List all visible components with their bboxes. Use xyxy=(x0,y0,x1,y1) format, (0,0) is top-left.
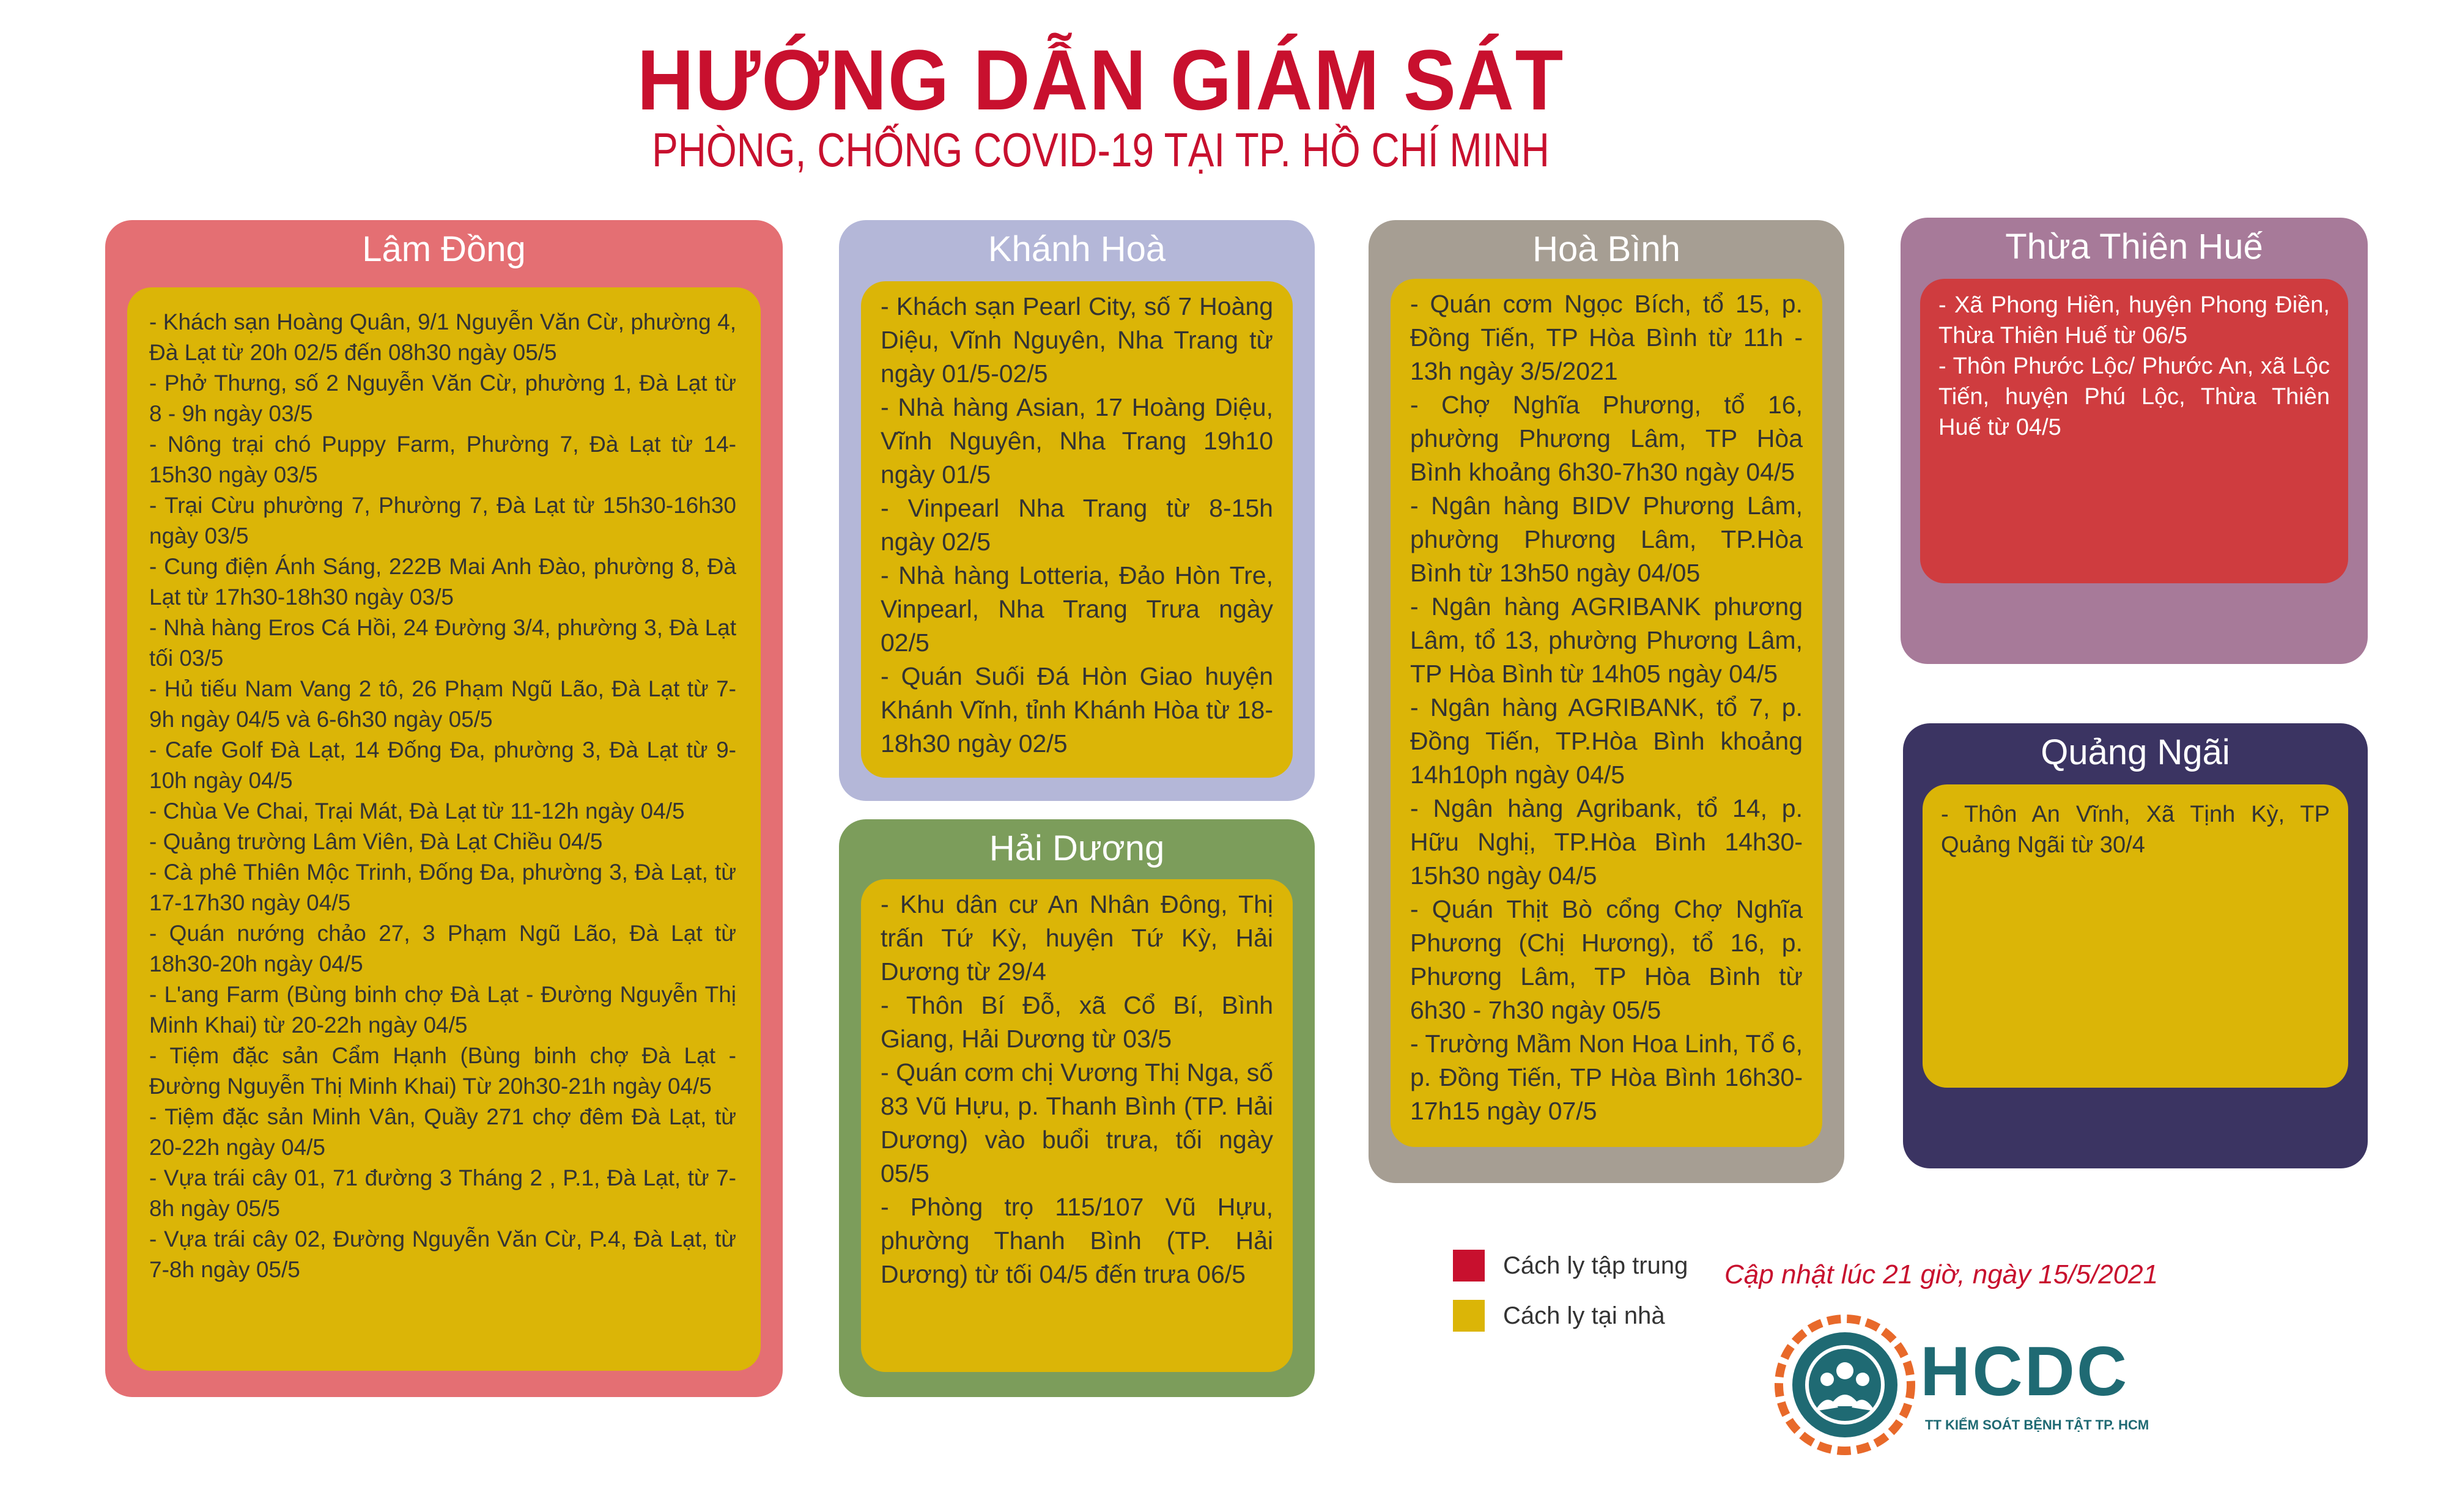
region-card-thua-thien-hue xyxy=(1901,218,2368,664)
region-title: Thừa Thiên Huế xyxy=(2005,227,2263,267)
region-title: Hoà Bình xyxy=(1532,229,1680,269)
location-list xyxy=(1410,287,1803,1128)
location-item: - Phòng trọ 115/107 Vũ Hựu, phường Thanh Bình (TP. Hải Dương) từ tối 04/5 đến trưa 06/5 xyxy=(881,1193,1273,1288)
location-item: - Quán cơm Ngọc Bích, tổ 15, p. Đồng Tiến, TP Hòa Bình từ 11h - 13h ngày 3/5/2021 xyxy=(1410,290,1803,385)
legend-quarantine xyxy=(1453,1250,1688,1282)
location-item: - Vựa trái cây 02, Đường Nguyễn Văn Cừ, P.4, Đà Lạt, từ 7-8h ngày 05/5 xyxy=(149,1226,736,1282)
location-item: - Vinpearl Nha Trang từ 8-15h ngày 02/5 xyxy=(881,494,1273,556)
location-item: - Tiệm đặc sản Minh Vân, Quầy 271 chợ đêm Đà Lạt, từ 20-22h ngày 04/5 xyxy=(149,1104,736,1160)
location-panel xyxy=(861,879,1293,1372)
location-item: - Ngân hàng AGRIBANK, tổ 7, p. Đồng Tiến, TP.Hòa Bình khoảng 14h10ph ngày 04/5 xyxy=(1410,693,1803,789)
location-item: - Quán cơm chị Vương Thị Nga, số 83 Vũ Hựu, p. Thanh Bình (TP. Hải Dương) vào buổi trưa, tối ngày 05/5 xyxy=(881,1058,1273,1187)
location-item: - Trại Cừu phường 7, Phường 7, Đà Lạt từ 15h30-16h30 ngày 03/5 xyxy=(149,493,736,548)
region-card-hai-duong xyxy=(839,819,1315,1397)
logo-subtitle: TT KIỂM SOÁT BỆNH TẬT TP. HCM xyxy=(1925,1417,2149,1433)
region-title: Hải Dương xyxy=(989,828,1165,868)
location-list xyxy=(149,307,736,1285)
legend-label: Cách ly tại nhà xyxy=(1503,1302,1665,1329)
location-item: - Quán Suối Đá Hòn Giao huyện Khánh Vĩnh, tỉnh Khánh Hòa từ 18-18h30 ngày 02/5 xyxy=(881,662,1273,758)
location-item: - Nhà hàng Eros Cá Hồi, 24 Đường 3/4, phường 3, Đà Lạt tối 03/5 xyxy=(149,615,736,671)
region-title: Lâm Đồng xyxy=(362,229,526,269)
location-item: - Tiệm đặc sản Cẩm Hạnh (Bùng binh chợ Đà Lạt - Đường Nguyễn Thị Minh Khai) Từ 20h30-21h ngày 04/5 xyxy=(149,1043,736,1099)
location-item: - Nhà hàng Lotteria, Đảo Hòn Tre, Vinpearl, Nha Trang Trưa ngày 02/5 xyxy=(881,561,1273,657)
location-item: - Quán Thịt Bò cổng Chợ Nghĩa Phương (Chị Hương), tổ 16, p. Phương Lâm, TP Hòa Bình từ 6h30 - 7h30 ngày 05/5 xyxy=(1410,895,1803,1024)
region-title: Khánh Hoà xyxy=(988,229,1166,269)
location-panel xyxy=(1391,279,1822,1147)
location-item: - Thôn Bí Đỗ, xã Cổ Bí, Bình Giang, Hải Dương từ 03/5 xyxy=(881,991,1273,1053)
location-list xyxy=(1941,799,2330,860)
location-item: - Vựa trái cây 01, 71 đường 3 Tháng 2 , P.1, Đà Lạt, từ 7-8h ngày 05/5 xyxy=(149,1165,736,1221)
location-item: - Ngân hàng AGRIBANK phương Lâm, tổ 13, phường Phương Lâm, TP Hòa Bình từ 14h05 ngày 04/5 xyxy=(1410,592,1803,688)
location-item: - Cafe Golf Đà Lạt, 14 Đống Đa, phường 3, Đà Lạt từ 9-10h ngày 04/5 xyxy=(149,737,736,793)
region-card-quang-ngai xyxy=(1903,723,2368,1168)
location-item: - Thôn Phước Lộc/ Phước An, xã Lộc Tiến, huyện Phú Lộc, Thừa Thiên Huế từ 04/5 xyxy=(1938,353,2330,440)
region-title: Quảng Ngãi xyxy=(2041,732,2230,772)
location-panel xyxy=(861,281,1293,778)
location-item: - Thôn An Vĩnh, Xã Tịnh Kỳ, TP Quảng Ngãi từ 30/4 xyxy=(1941,802,2330,858)
location-panel xyxy=(1920,279,2348,583)
location-item: - Xã Phong Hiền, huyện Phong Điền, Thừa Thiên Huế từ 06/5 xyxy=(1938,292,2330,348)
region-card-hoa-binh xyxy=(1369,220,1844,1183)
location-item: - Khách sạn Pearl City, số 7 Hoàng Diệu, Vĩnh Nguyên, Nha Trang từ ngày 01/5-02/5 xyxy=(881,292,1273,388)
page-title: HƯỚNG DẪN GIÁM SÁT xyxy=(637,32,1565,128)
location-item: - Chùa Ve Chai, Trại Mát, Đà Lạt từ 11-12h ngày 04/5 xyxy=(149,798,685,824)
region-card-lam-dong xyxy=(105,220,783,1397)
location-item: - Chợ Nghĩa Phương, tổ 16, phường Phương Lâm, TP Hòa Bình khoảng 6h30-7h30 ngày 04/5 xyxy=(1410,391,1803,486)
location-item: - Hủ tiếu Nam Vang 2 tô, 26 Phạm Ngũ Lão, Đà Lạt từ 7-9h ngày 04/5 và 6-6h30 ngày 05/5 xyxy=(149,676,736,732)
legend-swatch-yellow xyxy=(1453,1300,1485,1332)
hcdc-emblem-icon xyxy=(1775,1315,1915,1455)
page-subtitle: PHÒNG, CHỐNG COVID-19 TẠI TP. HỒ CHÍ MINH xyxy=(652,123,1550,177)
location-item: - Khách sạn Hoàng Quân, 9/1 Nguyễn Văn Cừ, phường 4, Đà Lạt từ 20h 02/5 đến 08h30 ngày 05/5 xyxy=(149,309,736,365)
location-item: - Quảng trường Lâm Viên, Đà Lạt Chiều 04/5 xyxy=(149,829,603,854)
location-item: - Phở Thưng, số 2 Nguyễn Văn Cừ, phường 1, Đà Lạt từ 8 - 9h ngày 03/5 xyxy=(149,371,736,426)
region-card-khanh-hoa xyxy=(839,220,1315,801)
legend-home xyxy=(1453,1300,1665,1332)
location-item: - Trường Mầm Non Hoa Linh, Tổ 6, p. Đồng Tiến, TP Hòa Bình 16h30-17h15 ngày 07/5 xyxy=(1410,1030,1803,1125)
location-item: - Cà phê Thiên Mộc Trinh, Đống Đa, phường 3, Đà Lạt, từ 17-17h30 ngày 04/5 xyxy=(149,860,736,915)
location-item: - Ngân hàng Agribank, tổ 14, p. Hữu Nghị, TP.Hòa Bình 14h30-15h30 ngày 04/5 xyxy=(1410,794,1803,890)
location-item: - L'ang Farm (Bùng binh chợ Đà Lạt - Đường Nguyễn Thị Minh Khai) từ 20-22h ngày 04/5 xyxy=(149,982,736,1038)
update-timestamp: Cập nhật lúc 21 giờ, ngày 15/5/2021 xyxy=(1724,1259,2159,1289)
location-item: - Cung điện Ánh Sáng, 222B Mai Anh Đào, phường 8, Đà Lạt từ 17h30-18h30 ngày 03/5 xyxy=(149,554,736,610)
location-panel xyxy=(1923,784,2348,1088)
location-list xyxy=(881,888,1273,1291)
legend-swatch-red xyxy=(1453,1250,1485,1282)
location-item: - Nhà hàng Asian, 17 Hoàng Diệu, Vĩnh Nguyên, Nha Trang 19h10 ngày 01/5 xyxy=(881,393,1273,489)
logo-wordmark: HCDC xyxy=(1920,1333,2129,1411)
location-item: - Ngân hàng BIDV Phương Lâm, phường Phương Lâm, TP.Hòa Bình từ 13h50 ngày 04/05 xyxy=(1410,492,1803,587)
location-list xyxy=(881,290,1273,761)
location-item: - Khu dân cư An Nhân Đông, Thị trấn Tứ Kỳ, huyện Tứ Kỳ, Hải Dương từ 29/4 xyxy=(881,890,1273,986)
location-item: - Quán nướng chảo 27, 3 Phạm Ngũ Lão, Đà Lạt từ 18h30-20h ngày 04/5 xyxy=(149,921,736,976)
location-panel xyxy=(127,287,761,1371)
location-item: - Nông trại chó Puppy Farm, Phường 7, Đà Lạt từ 14-15h30 ngày 03/5 xyxy=(149,432,736,487)
legend-label: Cách ly tập trung xyxy=(1503,1252,1688,1279)
location-list xyxy=(1938,290,2330,443)
